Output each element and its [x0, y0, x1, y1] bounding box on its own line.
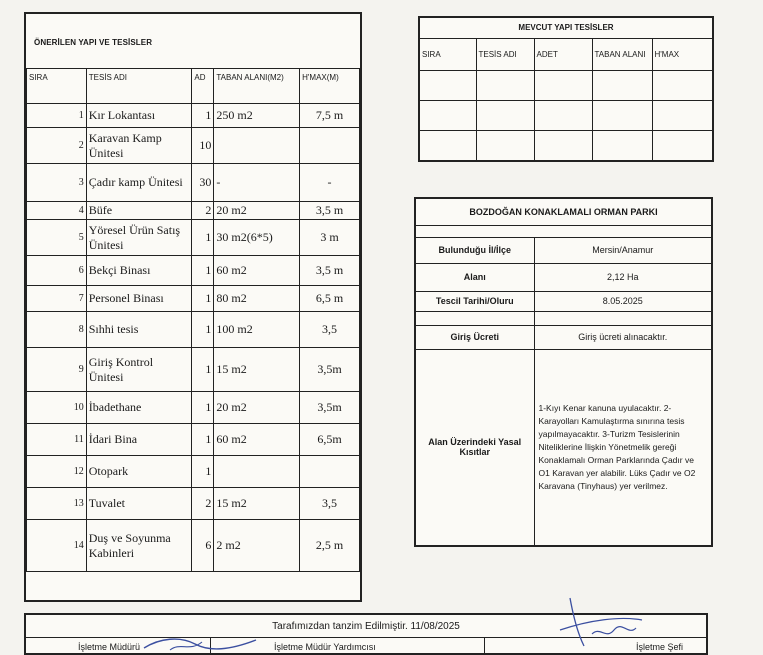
facility-area: 30 m2(6*5) — [214, 220, 300, 256]
facility-count: 2 — [192, 202, 214, 220]
location-value: Mersin/Anamur — [534, 237, 711, 263]
facility-hmax: 7,5 m — [300, 104, 360, 128]
signature-mark-2 — [540, 590, 650, 650]
row-number: 11 — [27, 424, 87, 456]
row-number: 4 — [27, 202, 87, 220]
table-row — [27, 128, 360, 164]
row-number: 10 — [27, 392, 87, 424]
facility-hmax: 3,5 — [300, 312, 360, 348]
facility-count: 1 — [192, 392, 214, 424]
park-name: BOZDOĞAN KONAKLAMALI ORMAN PARKI — [416, 199, 711, 225]
park-info-title-row — [416, 199, 711, 225]
table-row — [27, 256, 360, 286]
facility-count: 1 — [192, 286, 214, 312]
table-row — [27, 312, 360, 348]
facility-name: Bekçi Binası — [86, 256, 192, 286]
table-row — [27, 104, 360, 128]
table-row — [27, 392, 360, 424]
facility-count: 2 — [192, 488, 214, 520]
facility-hmax: 3,5m — [300, 348, 360, 392]
existing-header-sira: SIRA — [420, 38, 476, 70]
area-row — [416, 263, 711, 291]
row-number: 12 — [27, 456, 87, 488]
facility-name: Büfe — [86, 202, 192, 220]
facility-hmax: 3,5 — [300, 488, 360, 520]
row-number: 6 — [27, 256, 87, 286]
header-adet: AD — [192, 69, 214, 104]
fee-value: Giriş ücreti alınacaktır. — [534, 325, 711, 349]
area-label: Alanı — [416, 263, 534, 291]
proposed-facilities-panel — [24, 12, 362, 602]
facility-area: 15 m2 — [214, 488, 300, 520]
fee-row — [416, 325, 711, 349]
legal-text: 1-Kıyı Kenar kanuna uyulacaktır. 2- Karayolları Kamulaştırma sınırına tesis yapılmayacaktır. 3-Turizm Tesislerinin Niteliklerine İlişkin Yönetmelik gereği Konaklamalı Orman Parklarında Çadır ve O1 Karavan yer alabilir. Lüks Çadır ve O2 Karavana (Tinyhaus) yer verilmez. — [534, 349, 711, 545]
header-hmax: H'MAX(M) — [300, 69, 360, 104]
table-row — [420, 100, 712, 130]
table-row — [27, 348, 360, 392]
existing-header-adet: ADET — [534, 38, 592, 70]
facility-name: İdari Bina — [86, 424, 192, 456]
facility-hmax: 3,5 m — [300, 256, 360, 286]
facility-count: 10 — [192, 128, 214, 164]
date-label: Tescil Tarihi/Oluru — [416, 291, 534, 311]
facility-name: İbadethane — [86, 392, 192, 424]
existing-facilities-panel — [418, 16, 714, 162]
assistant-manager-label: İşletme Müdür Yardımcısı — [274, 642, 376, 652]
facility-area — [214, 456, 300, 488]
legal-label: Alan Üzerindeki Yasal Kısıtlar — [416, 349, 534, 545]
table-row — [27, 456, 360, 488]
prepared-by-statement: Tarafımızdan tanzim Edilmiştir. 11/08/2025 — [272, 621, 460, 632]
facility-count: 1 — [192, 104, 214, 128]
table-row — [27, 286, 360, 312]
existing-header-hmax: H'MAX — [652, 38, 712, 70]
facility-name: Personel Binası — [86, 286, 192, 312]
table-row — [420, 70, 712, 100]
legal-row — [416, 349, 711, 545]
row-number: 9 — [27, 348, 87, 392]
facility-hmax — [300, 128, 360, 164]
facility-area: 20 m2 — [214, 202, 300, 220]
facility-name: Duş ve Soyunma Kabinleri — [86, 520, 192, 572]
table-row — [27, 220, 360, 256]
park-info-table — [416, 199, 711, 545]
facility-name: Sıhhi tesis — [86, 312, 192, 348]
table-row — [27, 488, 360, 520]
facility-name: Çadır kamp Ünitesi — [86, 164, 192, 202]
area-value: 2,12 Ha — [534, 263, 711, 291]
facility-count: 1 — [192, 424, 214, 456]
existing-header-taban-alani: TABAN ALANI — [592, 38, 652, 70]
facility-count: 1 — [192, 220, 214, 256]
facility-area: - — [214, 164, 300, 202]
facility-area: 2 m2 — [214, 520, 300, 572]
signature-mark-1 — [140, 632, 260, 654]
row-number: 1 — [27, 104, 87, 128]
facility-count: 1 — [192, 312, 214, 348]
facility-name: Giriş Kontrol Ünitesi — [86, 348, 192, 392]
row-number: 13 — [27, 488, 87, 520]
header-sira: SIRA — [27, 69, 87, 104]
facility-name: Tuvalet — [86, 488, 192, 520]
location-label: Bulunduğu İl/İlçe — [416, 237, 534, 263]
facility-name: Otopark — [86, 456, 192, 488]
facility-hmax: 3 m — [300, 220, 360, 256]
header-tesis-adi: TESİS ADI — [86, 69, 192, 104]
divider — [484, 637, 485, 655]
fee-label: Giriş Ücreti — [416, 325, 534, 349]
table-header-row — [27, 69, 360, 104]
facility-hmax: 6,5 m — [300, 286, 360, 312]
manager-label: İşletme Müdürü — [78, 642, 141, 652]
row-number: 14 — [27, 520, 87, 572]
date-value: 8.05.2025 — [534, 291, 711, 311]
facility-name: Karavan Kamp Ünitesi — [86, 128, 192, 164]
facility-area: 15 m2 — [214, 348, 300, 392]
facility-hmax: 6,5m — [300, 424, 360, 456]
facility-area: 250 m2 — [214, 104, 300, 128]
facility-area: 60 m2 — [214, 256, 300, 286]
header-taban-alani: TABAN ALANI(M2) — [214, 69, 300, 104]
facility-count: 1 — [192, 456, 214, 488]
proposed-facilities-table — [26, 68, 360, 572]
facility-count: 1 — [192, 348, 214, 392]
table-row — [27, 202, 360, 220]
existing-header-tesis-adi: TESİS ADI — [476, 38, 534, 70]
date-row — [416, 291, 711, 311]
facility-count: 30 — [192, 164, 214, 202]
facility-name: Kır Lokantası — [86, 104, 192, 128]
table-row — [27, 520, 360, 572]
existing-facilities-title: MEVCUT YAPI TESİSLER — [420, 18, 712, 38]
row-number: 8 — [27, 312, 87, 348]
facility-area: 60 m2 — [214, 424, 300, 456]
facility-hmax — [300, 456, 360, 488]
table-row — [27, 424, 360, 456]
row-number: 5 — [27, 220, 87, 256]
facility-hmax: 3,5 m — [300, 202, 360, 220]
facility-name: Yöresel Ürün Satış Ünitesi — [86, 220, 192, 256]
facility-hmax: 2,5 m — [300, 520, 360, 572]
proposed-facilities-title: ÖNERİLEN YAPI VE TESİSLER — [34, 38, 153, 47]
chief-label: İşletme Şefi — [636, 642, 684, 652]
row-number: 2 — [27, 128, 87, 164]
existing-header-row — [420, 38, 712, 70]
existing-title-row — [420, 18, 712, 38]
location-row — [416, 237, 711, 263]
facility-count: 1 — [192, 256, 214, 286]
facility-area — [214, 128, 300, 164]
existing-facilities-table — [420, 18, 712, 160]
facility-count: 6 — [192, 520, 214, 572]
table-row — [420, 130, 712, 160]
facility-area: 80 m2 — [214, 286, 300, 312]
row-number: 7 — [27, 286, 87, 312]
row-number: 3 — [27, 164, 87, 202]
facility-hmax: - — [300, 164, 360, 202]
table-row — [27, 164, 360, 202]
facility-area: 100 m2 — [214, 312, 300, 348]
park-info-panel — [414, 197, 713, 547]
facility-hmax: 3,5m — [300, 392, 360, 424]
facility-area: 20 m2 — [214, 392, 300, 424]
